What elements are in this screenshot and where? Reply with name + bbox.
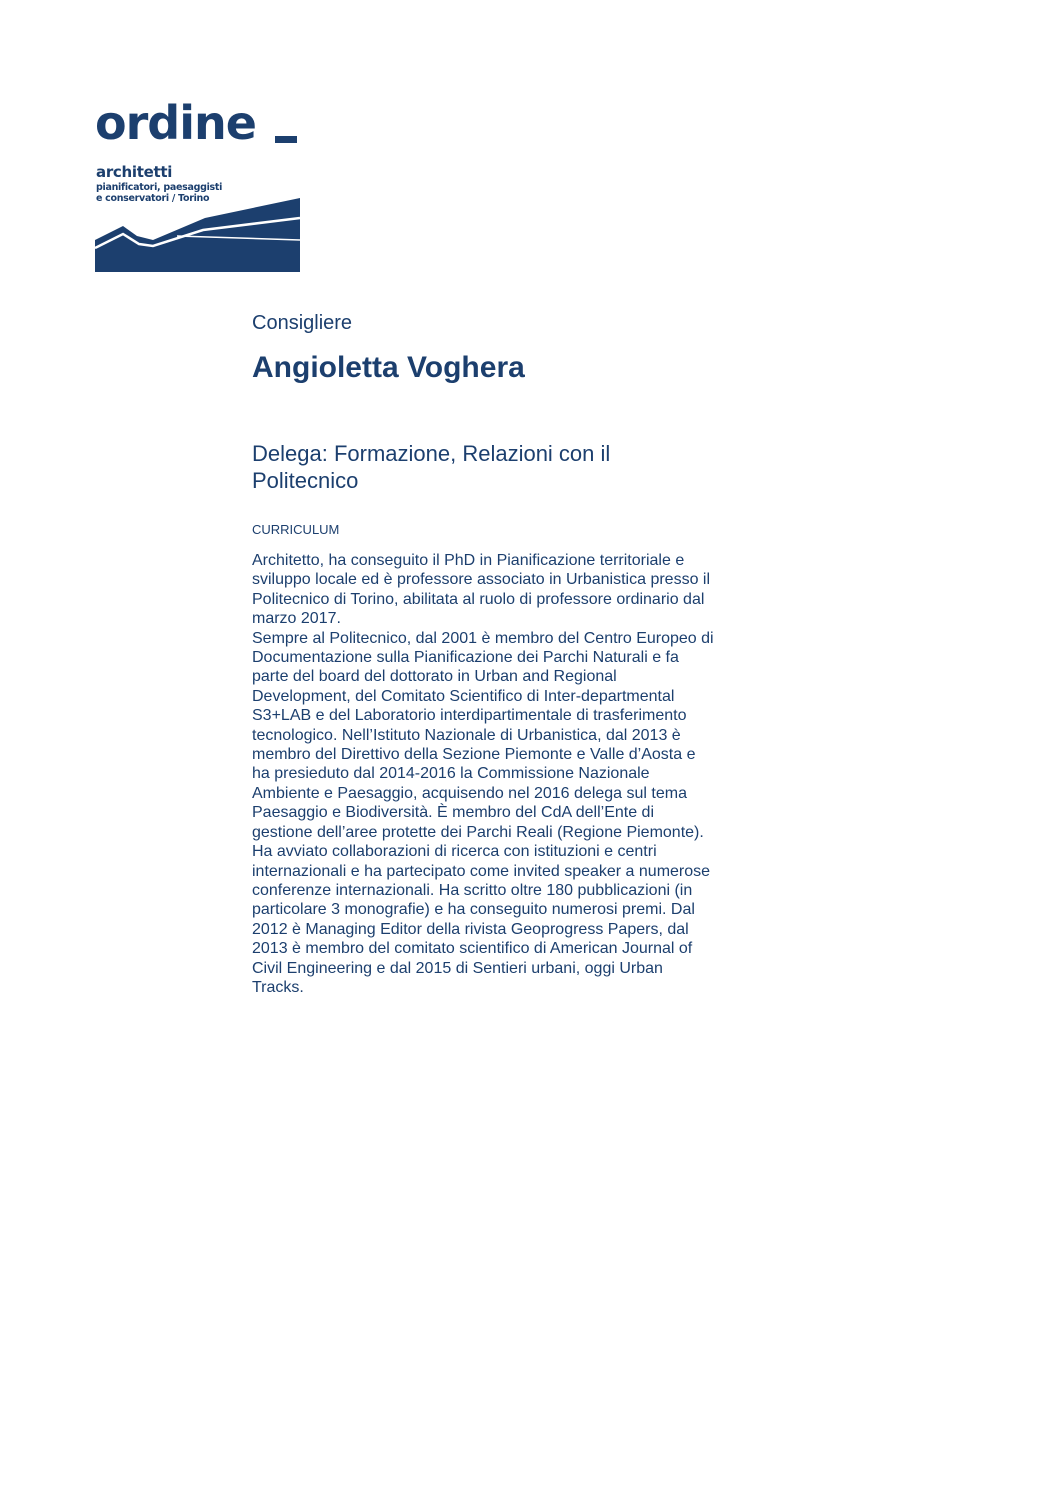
curriculum-line: Tracks. <box>252 978 304 996</box>
curriculum-line: Ambiente e Paesaggio, acquisendo nel 2016 delega sul tema <box>252 784 687 802</box>
curriculum-line: marzo 2017. <box>252 610 341 628</box>
curriculum-line: 2013 è membro del comitato scientifico di American Journal of <box>252 940 693 958</box>
curriculum-line: gestione dell’aree protette dei Parchi Reali (Regione Piemonte). <box>252 823 704 841</box>
curriculum-line: 2012 è Managing Editor della rivista Geoprogress Papers, dal <box>252 920 689 938</box>
curriculum-line: tecnologico. Nell’Istituto Nazionale di Urbanistica, dal 2013 è <box>252 726 681 744</box>
role-label: Consigliere <box>252 312 353 334</box>
logo-subtitle-line2: pianificatori, paesaggisti <box>96 182 223 193</box>
curriculum-line: S3+LAB e del Laboratorio interdipartimentale di trasferimento <box>252 707 687 725</box>
curriculum-line: membro del Direttivo della Sezione Piemonte e Valle d’Aosta e <box>252 746 696 764</box>
curriculum-body <box>252 551 752 997</box>
person-name: Angioletta Voghera <box>252 351 525 384</box>
delega-text: Delega: Formazione, Relazioni con il Politecnico <box>252 441 611 493</box>
logo-wordmark: ordine <box>95 96 256 150</box>
curriculum-line: Architetto, ha conseguito il PhD in Pianificazione territoriale e <box>252 552 685 569</box>
curriculum-line: Civil Engineering e dal 2015 di Sentieri urbani, oggi Urban <box>252 959 663 977</box>
curriculum-line: ha presieduto dal 2014-2016 la Commissione Nazionale <box>252 765 650 783</box>
curriculum-heading: CURRICULUM <box>252 522 340 537</box>
curriculum-line: Politecnico di Torino, abilitata al ruolo di professore ordinario dal <box>252 590 705 608</box>
curriculum-line: internazionali e ha partecipato come invited speaker a numerose <box>252 862 711 880</box>
logo-landscape-mark <box>95 196 305 274</box>
logo-underscore <box>275 136 297 143</box>
organization-logo <box>95 96 305 275</box>
curriculum-line: Documentazione sulla Pianificazione dei Parchi Naturali e fa <box>252 649 679 667</box>
logo-subtitle-architetti: architetti <box>96 163 173 181</box>
curriculum-line: Sempre al Politecnico, dal 2001 è membro del Centro Europeo di <box>252 629 714 647</box>
curriculum-line: Development, del Comitato Scientifico di Inter-departmental <box>252 687 675 705</box>
curriculum-line: Ha avviato collaborazioni di ricerca con istituzioni e centri <box>252 843 657 861</box>
logo-subtitle-line3: e conservatori / Torino <box>96 193 210 204</box>
curriculum-line: particolare 3 monografie) e ha conseguito numerosi premi. Dal <box>252 901 695 919</box>
curriculum-line: parte del board del dottorato in Urban and Regional <box>252 668 617 686</box>
curriculum-line: Paesaggio e Biodiversità. È membro del CdA dell’Ente di <box>252 804 654 822</box>
curriculum-line: conferenze internazionali. Ha scritto oltre 180 pubblicazioni (in <box>252 881 693 899</box>
curriculum-line: sviluppo locale ed è professore associato in Urbanistica presso il <box>252 571 711 589</box>
